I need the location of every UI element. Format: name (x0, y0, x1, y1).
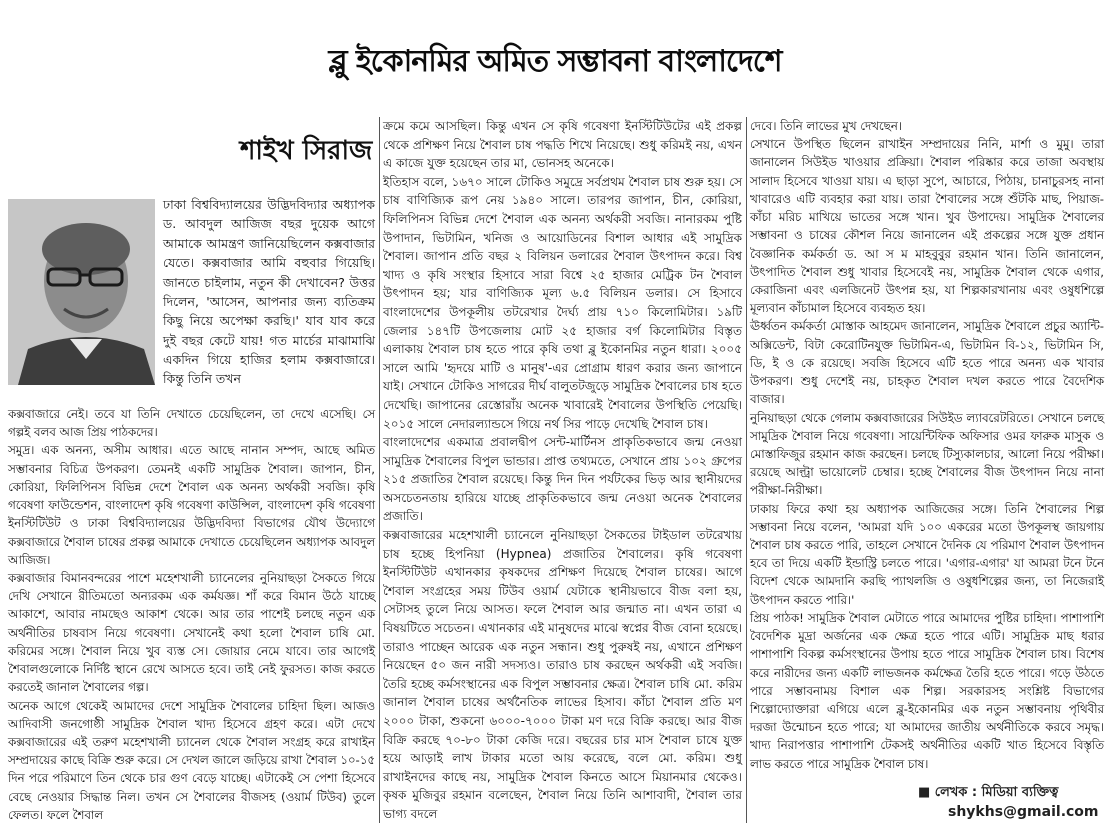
paragraph: সমুদ্র। এক অনন্য, অসীম আধার। এতে আছে নানান সম্পদ, আছে অমিত সম্ভাবনার বিচিত্র উপকরণ। তেমনই একটি সামুদ্রিক শৈবাল। জাপান, চীন, কোরিয়া, ফিলিপিনস বিভিন্ন দেশে শৈবাল এক অনন্য অর্থকরী সবজি। কৃষি গবেষণা ফাউন্ডেশন, বাংলাদেশ কৃষি গবেষণা কাউন্সিল, বাংলাদেশ কৃষি গবেষণা ইনস্টিটিউট ও ঢাকা বিশ্ববিদ্যালয়ের উদ্ভিদবিদ্যা বিভাগের যৌথ উদ্যোগে কক্সবাজারে শৈবাল চাষের প্রকল্প আমাকে দেখাতে চেয়েছিলেন অধ্যাপক আবদুল আজিজ। (8, 443, 375, 567)
paragraph: নুনিয়াছড়া থেকে গেলাম কক্সবাজারের সিউইড ল্যাবরেটরিতে। সেখানে চলছে সামুদ্রিক শৈবাল নিয়ে গবেষণা। সায়েন্টিফিক অফিসার ওমর ফারুক মাসুক ও মোস্তাফিজুর রহমান কাজ করছেন। চলছে টিস্যুকালচার, আলো নিয়ে পরীক্ষা। রয়েছে আল্ট্রা ভায়োলেট চেম্বার। হচ্ছে শৈবালের বীজ উৎপাদন নিয়ে নানা পরীক্ষা-নিরীক্ষা। (750, 410, 1104, 498)
column-1-intro (163, 195, 375, 389)
paragraph: ইতিহাস বলে, ১৬৭০ সালে টোকিও সমুদ্রে সর্বপ্রথম শৈবাল চাষ শুরু হয়। সে চাষ বাণিজ্যিক রূপ নেয় ১৯৪০ সালে। তারপর জাপান, চীন, কোরিয়া, ফিলিপিনস বিভিন্ন দেশে শৈবাল এক অনন্য অর্থকরী সবজি। নানারকম পুষ্টি উপাদান, ভিটামিন, খনিজ ও আয়োডিনের বিশাল আধার এই সামুদ্রিক শৈবাল। জাপান প্রতি বছর ২ বিলিয়ন ডলারের শৈবাল উৎপাদন করে। বিশ্ব খাদ্য ও কৃষি সংস্থার হিসাবে সারা বিশ্বে ২৫ হাজার মেট্রিক টন শৈবাল উৎপাদন হয়; যার বাণিজ্যিক মূল্য ৬.৫ বিলিয়ন ডলার। সে হিসাবে বাংলাদেশের উপকূলীয় তটরেখার দৈর্ঘ্য প্রায় ৭১০ কিলোমিটার। ১৯টি জেলার ১৪৭টি উপজেলায় মোট ২৫ হাজার বর্গ কিলোমিটার বিস্তৃত এলাকায় শৈবাল চাষ হতে পারে কৃষি তথা ব্লু ইকোনমির নতুন ধারা। ২০০৫ সালে আমি 'হৃদয়ে মাটি ও মানুষ'-এর প্রোগ্রাম ধারণ করার জন্য জাপানে যাই। সেখানে টোকিও সাগরের দীর্ঘ বালুতটজুড়ে সামুদ্রিক শৈবালের চাষ হতে দেখেছি। জাপানের রেস্তোরাঁয় অনেক খাবারেই শৈবালের উপস্থিতি পেয়েছি। ২০১৫ সালে নেদারল্যান্ডসে গিয়ে নর্থ সির পাড়ে দেখেছি শৈবাল চাষ। (383, 174, 742, 431)
column-1 (8, 405, 375, 824)
column-3 (750, 117, 1104, 773)
column-2 (383, 117, 742, 824)
column-divider (379, 117, 380, 823)
paragraph: দেবে। তিনি লাভের মুখ দেখছেন। (750, 119, 902, 133)
paragraph: কক্সবাজারের মহেশখালী চ্যানেলে নুনিয়াছড়া সৈকতের টাইডাল তটরেখায় চাষ হচ্ছে হিপনিয়া (Hypnea) প্রজাতির শৈবালের। কৃষি গবেষণা ইনস্টিটিউট এখানকার কৃষকদের প্রশিক্ষণ দিয়েছে শৈবাল চাষের। আগে শৈবাল সংগ্রহের সময় টিউব ওয়ার্ম যেটাকে স্থানীয়ভাবে বীজ বলা হয়, সেটাসহ তুলে নিয়ে আসত। ফলে শৈবাল আর জন্মাত না। এখন তারা এ বিষয়টিতে সচেতন। এখানকার এই মানুষদের মাঝে স্বপ্নের বীজ বোনা হয়েছে। তারাও পাচ্ছেন আরেক এক নতুন সন্ধান। শুধু পুরুষই নয়, এখানে প্রশিক্ষণ নিয়েছেন ৫০ জন নারী সদস্যও। তারাও চাষ করছেন অর্থকরী এই সবজি। তৈরি হচ্ছে কর্মসংস্থানের এক বিপুল সম্ভাবনার ক্ষেত্র। শৈবাল চাষি মো. করিম জানাল শৈবাল চাষের অর্থনৈতিক লাভের হিসাব। কাঁচা শৈবাল প্রতি মণ ২০০০ টাকা, শুকনো ৬০০০-৭০০০ টাকা মণ দরে বিক্রি করছে। আর বীজ বিক্রি করছে ৭০-৮০ টাকা কেজি দরে। বছরের চার মাস শৈবাল চাষে যুক্ত হয়ে আড়াই লাখ টাকার মতো আয় করেছে, বলে মো. করিম। শুধু রাখাইনদের কাছে নয়, সামুদ্রিক শৈবাল কিনতে আসে মিয়ানমার থেকেও। কৃষক মুজিবুর রহমান বলেছেন, শৈবাল নিয়ে তিনি আশাবাদী, শৈবাল তার ভাগ্য বদলে (383, 528, 742, 821)
paragraph: অনেক আগে থেকেই আমাদের দেশে সামুদ্রিক শৈবালের চাহিদা ছিল। আজও আদিবাসী জনগোষ্ঠী সামুদ্রিক শৈবাল খাদ্য হিসেবে গ্রহণ করে। এটা দেখে কক্সবাজারের এই তরুণ মহেশখালী চ্যানেল থেকে শৈবাল সংগ্রহ করে রাখাইন সম্প্রদায়ের কাছে বিক্রি শুরু করে। সে দেখল জালে জড়িয়ে রাখা শৈবাল ১০-১৫ দিন পরে পরিমাণে তিন থেকে চার গুণ বেড়ে যাচ্ছে। এটাকেই সে পেশা হিসেবে বেছে নেওয়ার সিদ্ধান্ত নিল। তখন সে শৈবালের বীজসহ (ওয়ার্ম টিউব) তুলে ফেলত। ফলে শৈবাল (8, 698, 375, 822)
author-email[interactable]: shykhs@gmail.com (948, 804, 1099, 820)
paragraph: ঢাকায় ফিরে কথা হয় অধ্যাপক আজিজের সঙ্গে। তিনি শৈবালের শিল্প সম্ভাবনা নিয়ে বলেন, 'আমরা যদি ১০০ একরের মতো উপকূলস্থ জায়গায় শৈবাল চাষ করতে পারি, তাহলে সেখানে দৈনিক যে পরিমাণ শৈবাল উৎপাদন হবে তা দিয়ে একটি ইন্ডাস্ট্রি চলতে পারে। 'এগার-এগার' যা আমরা টনে টনে বিদেশ থেকে আমদানি করছি প্যাথলজি ও ওষুধশিল্পের জন্য, তা নিজেরাই উৎপাদন করতে পারি।' (750, 501, 1104, 607)
column-divider (746, 117, 747, 823)
paragraph: বাংলাদেশের একমাত্র প্রবালদ্বীপ সেন্ট-মার্টিনস প্রাকৃতিকভাবে জন্ম নেওয়া সামুদ্রিক শৈবালের বিপুল ভান্ডার। প্রাপ্ত তথ্যমতে, সেখানে প্রায় ১০২ গ্রুপের ২১৫ প্রজাতির শৈবাল রয়েছে। কিন্তু দিন দিন পর্যটকের ভিড় আর স্থানীয়দের অসচেতনতায় হারিয়ে যাচ্ছে প্রাকৃতিকভাবে জন্ম নেওয়া অনেক শৈবালের প্রজাতি। (383, 435, 742, 524)
paragraph: ক্রমে কমে আসছিল। কিন্তু এখন সে কৃষি গবেষণা ইনস্টিটিউটের এই প্রকল্প থেকে প্রশিক্ষণ নিয়ে শৈবাল চাষ পদ্ধতি শিখে নিয়েছে। শুধু করিমই নয়, এখন এ কাজে যুক্ত হয়েছেন তার মা, ভোনসহ অনেকে। (383, 119, 742, 171)
headline: ব্লু ইকোনমির অমিত সম্ভাবনা বাংলাদেশে (328, 44, 782, 79)
paragraph: কক্সবাজার বিমানবন্দরের পাশে মহেশখালী চ্যানেলের নুনিয়াছড়া সৈকতে গিয়ে দেখি সেখানে রীতিমতো অন্যরকম এক কর্মযজ্ঞ। শাঁ করে বিমান উঠে যাচ্ছে আকাশে, আবার নামছেও আকাশ থেকে। আর তার পাশেই চলছে নতুন এক অর্থনীতির চাষবাস নিয়ে গবেষণা। সেখানেই কথা হলো শৈবাল চাষি মো. করিমের সঙ্গে। শৈবাল নিয়ে খুব ব্যস্ত সে। জোয়ার নেমে যাবে। তার আগেই শৈবালগুলোকে নির্দিষ্ট স্থানে রেখে আসতে হবে। তাই নেই ফুরসত। কাজ করতে করতেই জানাল শৈবালের গল্প। (8, 570, 375, 695)
author-byline: শাইখ সিরাজ (240, 136, 373, 166)
author-portrait-image (8, 199, 155, 385)
paragraph: ঢাকা বিশ্ববিদ্যালয়ের উদ্ভিদবিদ্যার অধ্যাপক ড. আবদুল আজিজ বছর দুয়েক আগে আমাকে আমন্ত্রণ জানিয়েছিলেন কক্সবাজার যেতে। কক্সবাজার আমি বহুবার গিয়েছি। জানতে চাইলাম, নতুন কী দেখাবেন? উত্তর দিলেন, 'আসেন, আপনার জন্য ব্যতিক্রম কিছু নিয়ে অপেক্ষা করছি।' যাব যাব করে দুই বছর কেটে যায়! গত মার্চের মাঝামাঝি একদিন গিয়ে হাজির হলাম কক্সবাজারে। কিন্তু তিনি তখন (163, 197, 375, 387)
paragraph: কক্সবাজারে নেই। তবে যা তিনি দেখাতে চেয়েছিলেন, তা দেখে এসেছি। সে গল্পই বলব আজ প্রিয় পাঠকদের। (8, 407, 375, 440)
author-photo (8, 199, 155, 385)
paragraph: প্রিয় পাঠক! সামুদ্রিক শৈবাল মেটাতে পারে আমাদের পুষ্টির চাহিদা। পাশাপাশি বৈদেশিক মুদ্রা অর্জনের এক ক্ষেত্র হতে পারে এটি। সামুদ্রিক মাছ ধরার পাশাপাশি বিকল্প কর্মসংস্থানের উপায় হতে পারে সামুদ্রিক শৈবাল চাষ। বিশেষ করে নারীদের জন্য একটি লাভজনক কর্মক্ষেত্র তৈরি হতে পারে। গড়ে উঠতে পারে সম্ভাবনাময় বিশাল এক শিল্প। সরকারসহ সংশ্লিষ্ট বিভাগের শিল্পোদ্যোক্তারা এগিয়ে এলে ব্লু-ইকোনমির এক নতুন সম্ভাবনায় পৃথিবীর দরজা উন্মোচন হতে পারে; যা আমাদের জাতীয় অর্থনীতিকে করবে সমৃদ্ধ। খাদ্য নিরাপত্তার পাশাপাশি টেকসই অর্থনীতির একটি খাত হিসেবে বিস্তৃতি লাভ করতে পারে সামুদ্রিক শৈবাল চাষ। (750, 610, 1104, 771)
author-credit: ■ লেখক : মিডিয়া ব্যক্তিত্ব (918, 785, 1059, 800)
paragraph: ঊর্ধ্বতন কর্মকর্তা মোস্তাক আহমেদ জানালেন, সামুদ্রিক শৈবালে প্রচুর অ্যান্টি-অক্সিডেন্ট, বিটা কেরোটিনযুক্ত ভিটামিন-এ, ভিটামিন বি-১২, ভিটামিন সি, ডি, ই ও কে রয়েছে। সবজি হিসেবে এটি হতে পারে অনন্য এক খাবার উপকরণ। শুধু দেশেই নয়, চাহকৃত শৈবাল দখল করতে পারে বৈদেশিক বাজার। (750, 319, 1104, 407)
paragraph: সেখানে উপস্থিত ছিলেন রাখাইন সম্প্রদায়ের নিনি, মার্শা ও মুমু। তারা জানালেন সিউইড খাওয়ার প্রক্রিয়া। শৈবাল পরিষ্কার করে তাজা অবস্থায় সালাদ হিসেবে খাওয়া যায়। এ ছাড়া সুপে, আচারে, পিঠায়, চানাচুরসহ নানা খাবারেও এটি ব্যবহার করা যায়। তারা শৈবালের সঙ্গে শুঁটকি মাছ, পিয়াজ-কাঁচা মরিচ মাখিয়ে ভাতের সঙ্গে খান। খুব উপাদেয়। সামুদ্রিক শৈবালের সম্ভাবনা ও চাষের কৌশল নিয়ে জানালেন এই প্রকল্পের সঙ্গে যুক্ত প্রধান বৈজ্ঞানিক কর্মকর্তা ড. আ স ম মাহবুবুর রহমান খান। তিনি জানালেন, উৎপাদিত শৈবাল শুধু খাবার হিসেবেই নয়, সামুদ্রিক শৈবাল থেকে এগার, কেরাজিনা এবং এলজিনেট উৎপন্ন হয়, যা শিল্পকারখানায় এবং ওষুধশিল্পে মূল্যবান কাঁচামাল হিসেবে ব্যবহৃত হয়। (750, 137, 1104, 316)
